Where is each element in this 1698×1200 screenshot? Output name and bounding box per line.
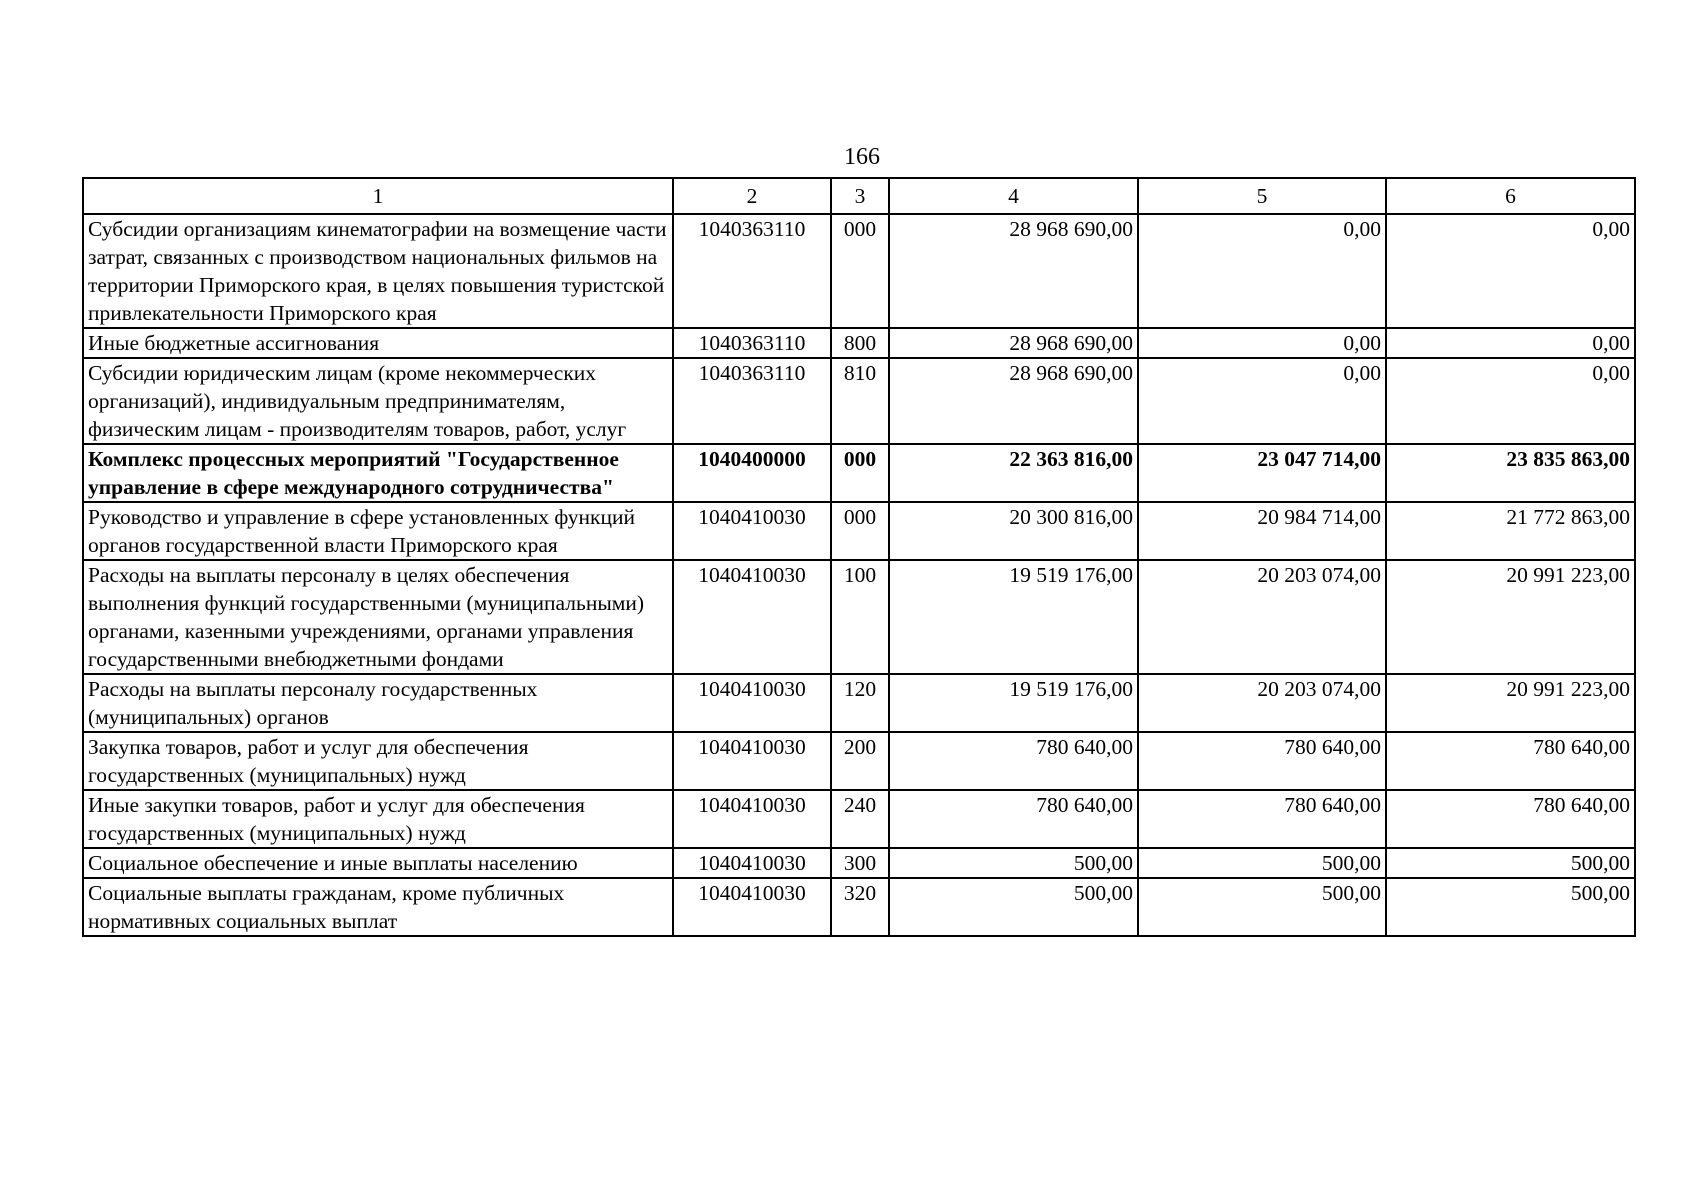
row-code-cell: 1040363110 <box>673 328 831 358</box>
column-header-code: 2 <box>673 178 831 214</box>
row-year-1-cell: 19 519 176,00 <box>889 560 1138 674</box>
row-year-1-cell: 28 968 690,00 <box>889 328 1138 358</box>
column-header-name: 1 <box>83 178 673 214</box>
table-row <box>83 790 1635 848</box>
row-year-1-cell: 28 968 690,00 <box>889 214 1138 328</box>
row-code-cell: 1040400000 <box>673 444 831 502</box>
table-row <box>83 732 1635 790</box>
row-name-cell: Иные закупки товаров, работ и услуг для обеспечения государственных (муниципальных) нужд <box>83 790 673 848</box>
row-year-1-cell: 500,00 <box>889 848 1138 878</box>
row-year-1-cell: 780 640,00 <box>889 732 1138 790</box>
row-code-cell: 1040410030 <box>673 502 831 560</box>
row-year-3-cell: 780 640,00 <box>1386 790 1635 848</box>
row-year-2-cell: 20 203 074,00 <box>1138 674 1386 732</box>
row-code-cell: 1040363110 <box>673 214 831 328</box>
row-year-3-cell: 21 772 863,00 <box>1386 502 1635 560</box>
row-year-2-cell: 500,00 <box>1138 848 1386 878</box>
table-row <box>83 328 1635 358</box>
column-header-year-1: 4 <box>889 178 1138 214</box>
row-name-cell: Расходы на выплаты персоналу в целях обеспечения выполнения функций государственными (муниципальными) органами, казенными учреждениями, органами управления государственными внебюджетными фондами <box>83 560 673 674</box>
row-year-1-cell: 22 363 816,00 <box>889 444 1138 502</box>
row-code-cell: 1040410030 <box>673 878 831 936</box>
row-expense-type-cell: 240 <box>831 790 889 848</box>
table-row <box>83 878 1635 936</box>
row-code-cell: 1040410030 <box>673 790 831 848</box>
row-name-cell: Руководство и управление в сфере установленных функций органов государственной власти Приморского края <box>83 502 673 560</box>
row-year-3-cell: 780 640,00 <box>1386 732 1635 790</box>
row-expense-type-cell: 200 <box>831 732 889 790</box>
row-year-2-cell: 500,00 <box>1138 878 1386 936</box>
row-year-3-cell: 500,00 <box>1386 878 1635 936</box>
row-year-3-cell: 0,00 <box>1386 328 1635 358</box>
table-row <box>83 674 1635 732</box>
row-year-3-cell: 500,00 <box>1386 848 1635 878</box>
table-row <box>83 444 1635 502</box>
row-year-3-cell: 20 991 223,00 <box>1386 560 1635 674</box>
row-code-cell: 1040410030 <box>673 560 831 674</box>
row-expense-type-cell: 000 <box>831 214 889 328</box>
row-year-2-cell: 23 047 714,00 <box>1138 444 1386 502</box>
table-row <box>83 358 1635 444</box>
row-year-2-cell: 780 640,00 <box>1138 732 1386 790</box>
row-code-cell: 1040363110 <box>673 358 831 444</box>
row-expense-type-cell: 000 <box>831 444 889 502</box>
table-row <box>83 214 1635 328</box>
table-row <box>83 848 1635 878</box>
row-expense-type-cell: 810 <box>831 358 889 444</box>
column-header-expense-type: 3 <box>831 178 889 214</box>
row-name-cell: Субсидии юридическим лицам (кроме некоммерческих организаций), индивидуальным предпринимателям, физическим лицам - производителям товаров, работ, услуг <box>83 358 673 444</box>
column-header-year-2: 5 <box>1138 178 1386 214</box>
row-year-3-cell: 23 835 863,00 <box>1386 444 1635 502</box>
row-expense-type-cell: 100 <box>831 560 889 674</box>
row-name-cell: Иные бюджетные ассигнования <box>83 328 673 358</box>
row-expense-type-cell: 320 <box>831 878 889 936</box>
row-year-1-cell: 780 640,00 <box>889 790 1138 848</box>
row-name-cell: Комплекс процессных мероприятий "Государственное управление в сфере международного сотрудничества" <box>83 444 673 502</box>
row-year-1-cell: 20 300 816,00 <box>889 502 1138 560</box>
row-code-cell: 1040410030 <box>673 732 831 790</box>
row-name-cell: Субсидии организациям кинематографии на возмещение части затрат, связанных с производством национальных фильмов на территории Приморского края, в целях повышения туристской привлекательности Приморского края <box>83 214 673 328</box>
row-year-2-cell: 0,00 <box>1138 328 1386 358</box>
header-row <box>83 178 1635 214</box>
row-expense-type-cell: 300 <box>831 848 889 878</box>
row-year-1-cell: 500,00 <box>889 878 1138 936</box>
row-year-1-cell: 19 519 176,00 <box>889 674 1138 732</box>
row-year-2-cell: 20 203 074,00 <box>1138 560 1386 674</box>
row-expense-type-cell: 000 <box>831 502 889 560</box>
row-year-2-cell: 20 984 714,00 <box>1138 502 1386 560</box>
budget-table <box>82 177 1636 937</box>
row-code-cell: 1040410030 <box>673 674 831 732</box>
table-row <box>83 502 1635 560</box>
row-year-2-cell: 780 640,00 <box>1138 790 1386 848</box>
row-expense-type-cell: 800 <box>831 328 889 358</box>
table-row <box>83 560 1635 674</box>
table-body <box>83 214 1635 936</box>
row-year-3-cell: 0,00 <box>1386 358 1635 444</box>
row-year-2-cell: 0,00 <box>1138 214 1386 328</box>
row-name-cell: Социальное обеспечение и иные выплаты населению <box>83 848 673 878</box>
row-year-3-cell: 0,00 <box>1386 214 1635 328</box>
row-year-1-cell: 28 968 690,00 <box>889 358 1138 444</box>
row-name-cell: Расходы на выплаты персоналу государственных (муниципальных) органов <box>83 674 673 732</box>
row-name-cell: Социальные выплаты гражданам, кроме публичных нормативных социальных выплат <box>83 878 673 936</box>
row-code-cell: 1040410030 <box>673 848 831 878</box>
row-year-3-cell: 20 991 223,00 <box>1386 674 1635 732</box>
row-name-cell: Закупка товаров, работ и услуг для обеспечения государственных (муниципальных) нужд <box>83 732 673 790</box>
page-number: 166 <box>844 144 880 170</box>
row-year-2-cell: 0,00 <box>1138 358 1386 444</box>
row-expense-type-cell: 120 <box>831 674 889 732</box>
column-header-year-3: 6 <box>1386 178 1635 214</box>
